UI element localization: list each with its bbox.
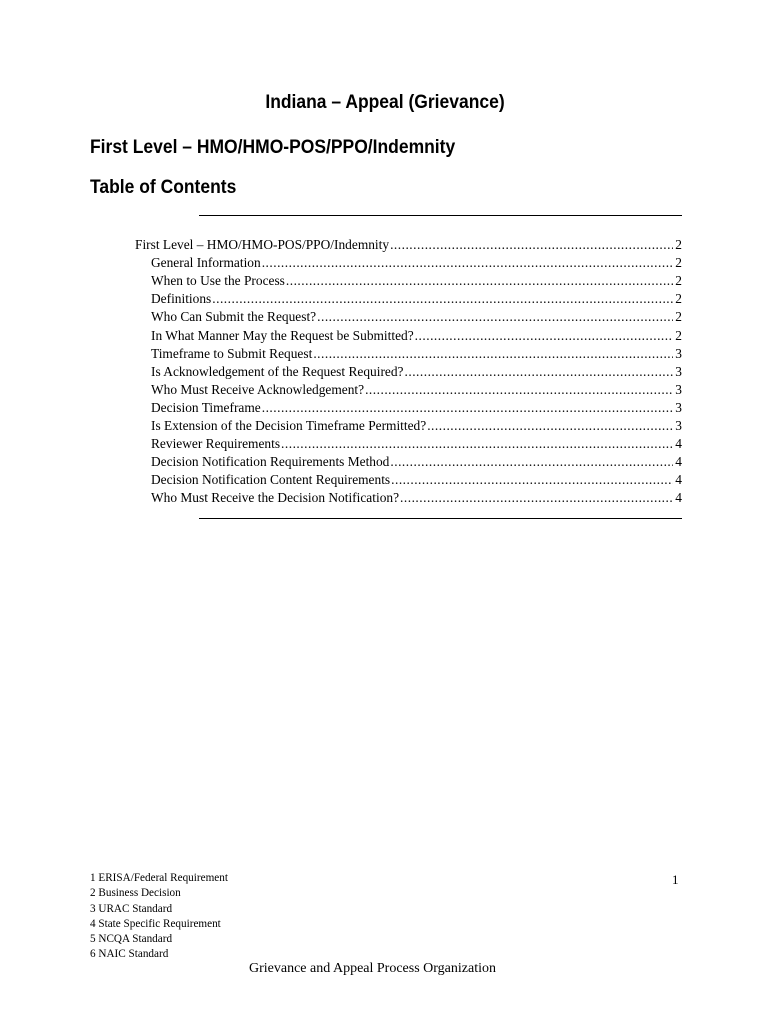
toc-leader-dots — [415, 327, 674, 345]
toc-entry-label: Timeframe to Submit Request — [151, 345, 313, 361]
document-title: Indiana – Appeal (Grievance) — [265, 92, 505, 113]
footnote-item: 3 URAC Standard — [90, 902, 173, 915]
toc-leader-dots — [365, 381, 673, 399]
toc-leader-dots — [400, 489, 673, 507]
toc-entry-page: 4 — [675, 490, 682, 506]
toc-entry-page: 4 — [675, 436, 682, 452]
footnote-legend — [90, 871, 228, 963]
toc-entry-label: Who Can Submit the Request? — [151, 309, 317, 325]
toc-entry-page: 3 — [675, 399, 682, 415]
toc-entry[interactable] — [151, 290, 682, 308]
toc-entry-label: Is Acknowledgement of the Request Required? — [151, 363, 404, 379]
toc-leader-dots — [262, 399, 674, 417]
toc-entry[interactable] — [151, 254, 682, 272]
toc-entry[interactable] — [151, 489, 682, 507]
toc-leader-dots — [262, 254, 674, 272]
toc-entry-label: Who Must Receive Acknowledgement? — [151, 381, 365, 397]
toc-bottom-rule — [199, 518, 682, 519]
toc-leader-dots — [391, 471, 673, 489]
toc-entry-page: 3 — [675, 345, 682, 361]
toc-entry[interactable] — [151, 399, 682, 417]
toc-entry-label: Definitions — [151, 291, 212, 307]
toc-top-rule — [199, 215, 682, 216]
page-footer: Grievance and Appeal Process Organization — [249, 961, 496, 976]
toc-entry-page: 4 — [675, 454, 682, 470]
toc-entry[interactable] — [151, 363, 682, 381]
footnote-item: 2 Business Decision — [90, 887, 181, 900]
toc-entry[interactable] — [151, 471, 682, 489]
toc-entry-label: Decision Timeframe — [151, 399, 261, 415]
toc-entry-label: Reviewer Requirements — [151, 436, 281, 452]
toc-entry[interactable] — [151, 417, 682, 435]
toc-entry-label: General Information — [151, 255, 261, 271]
toc-entry[interactable] — [151, 453, 682, 471]
toc-leader-dots — [313, 345, 673, 363]
footnote-item: 6 NAIC Standard — [90, 948, 169, 961]
toc-entry[interactable] — [151, 272, 682, 290]
toc-entry-page: 2 — [675, 327, 682, 343]
footnote-item: 1 ERISA/Federal Requirement — [90, 872, 228, 884]
toc-entry-label: Is Extension of the Decision Timeframe Permitted? — [151, 418, 427, 433]
toc-entry-label: Who Must Receive the Decision Notification? — [151, 490, 400, 506]
footnote-item: 4 State Specific Requirement — [90, 917, 221, 930]
page-number: 1 — [672, 872, 679, 887]
toc-entry-label: Decision Notification Requirements Method — [151, 454, 390, 470]
toc-entry-page: 2 — [675, 273, 682, 289]
toc-entry[interactable] — [151, 381, 682, 399]
toc-entry-page: 3 — [675, 418, 682, 433]
toc-entry[interactable] — [151, 308, 682, 326]
toc-entry-page: 3 — [675, 381, 682, 397]
toc-heading: Table of Contents — [90, 177, 237, 198]
footnote-item: 5 NCQA Standard — [90, 933, 173, 946]
toc-entry-page: 2 — [675, 309, 682, 325]
toc-entry-label: Decision Notification Content Requirements — [151, 472, 391, 488]
toc-leader-dots — [390, 453, 673, 471]
toc-leader-dots — [317, 308, 673, 326]
toc-entry[interactable] — [151, 345, 682, 363]
toc-leader-dots — [427, 417, 673, 435]
toc-leader-dots — [286, 272, 673, 290]
toc-entry-page: 4 — [675, 472, 682, 488]
toc-entry[interactable] — [135, 236, 682, 254]
toc-entry[interactable] — [151, 435, 682, 453]
toc-leader-dots — [212, 290, 673, 308]
toc-leader-dots — [390, 236, 673, 254]
toc-entry[interactable] — [151, 327, 682, 345]
toc-leader-dots — [281, 435, 673, 453]
toc-entry-label: First Level – HMO/HMO-POS/PPO/Indemnity — [135, 237, 390, 252]
toc-entry-label: In What Manner May the Request be Submitted? — [151, 327, 414, 343]
toc-entry-page: 2 — [675, 237, 682, 252]
toc-entry-label: When to Use the Process — [151, 273, 285, 289]
document-subtitle: First Level – HMO/HMO-POS/PPO/Indemnity — [90, 137, 456, 158]
toc-entry-page: 3 — [675, 363, 682, 379]
toc-leader-dots — [405, 363, 674, 381]
toc-entry-page: 2 — [675, 291, 682, 307]
toc-entry-page: 2 — [675, 255, 682, 271]
